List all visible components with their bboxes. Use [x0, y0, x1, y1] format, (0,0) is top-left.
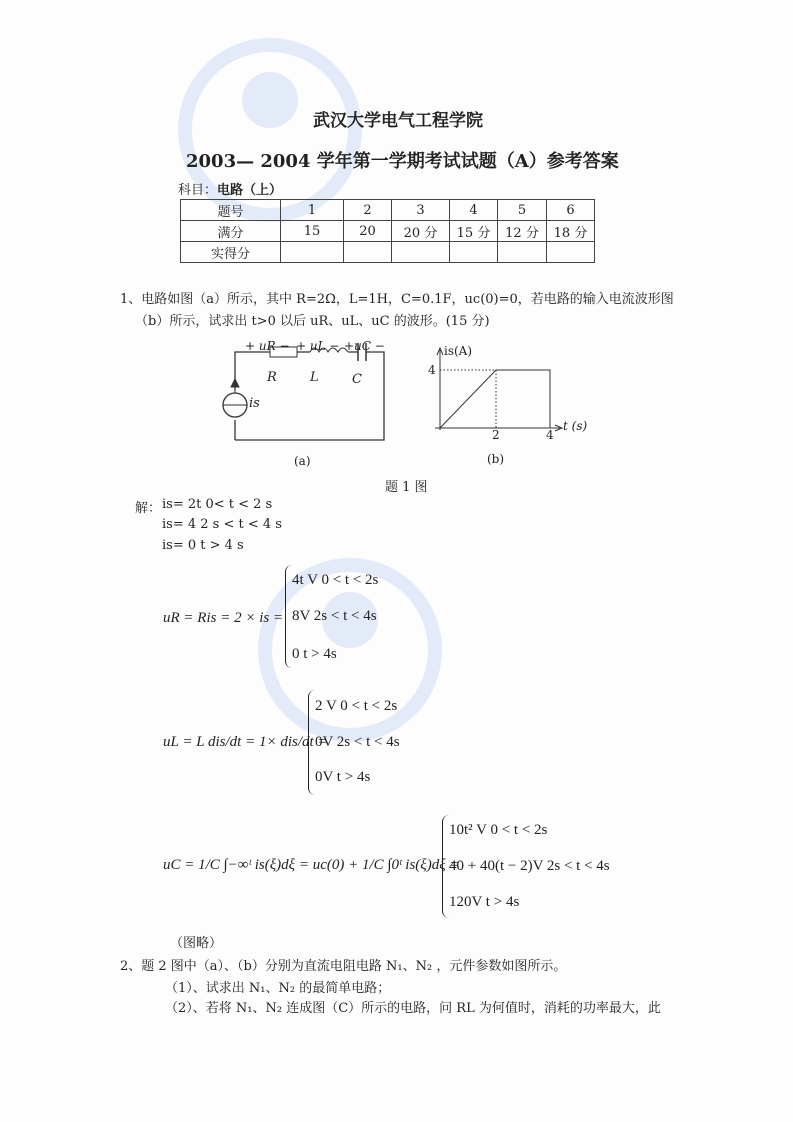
ul-case: 0V t > 4s — [315, 769, 371, 785]
score-table — [180, 199, 595, 263]
table-row — [181, 221, 595, 242]
table-row — [181, 242, 595, 263]
brace — [442, 815, 449, 918]
table-cell: 20 — [344, 221, 392, 242]
is-case-2: is= 4 2 s < t < 4 s — [162, 517, 282, 532]
is-case-3: is= 0 t > 4 s — [162, 538, 244, 553]
ur-equation: uR = Ris = 2 × is = — [163, 610, 284, 626]
l-label: L — [310, 370, 319, 385]
c-label: C — [352, 372, 362, 387]
uc-case: 120V t > 4s — [449, 894, 520, 910]
ur-case: 4t V 0 < t < 2s — [292, 572, 379, 588]
brace — [308, 690, 315, 795]
ur-label: + uR − — [245, 339, 290, 353]
brace — [285, 565, 292, 668]
q2-text-1: 2、题 2 图中（a）、（b）分别为直流电阻电路 N₁、N₂ ，元件参数如图所示。 — [120, 959, 567, 974]
table-row — [181, 200, 595, 221]
uc-case: 40 + 40(t − 2)V 2s < t < 4s — [449, 858, 610, 874]
table-cell: 题号 — [181, 200, 281, 221]
subject-label: 科目： — [178, 183, 218, 198]
subject-line — [178, 179, 282, 198]
exam-title: 2003— 2004 学年第一学期考试试题（A）参考答案 — [186, 151, 619, 172]
table-cell — [392, 242, 450, 263]
table-cell: 1 — [281, 200, 344, 221]
figure-omitted: （图略） — [170, 936, 223, 951]
solution-prefix: 解： — [135, 501, 162, 516]
table-cell: 4 — [450, 200, 498, 221]
q1-text-2: （b）所示，试求出 t>0 以后 uR、uL、uC 的波形。(15 分) — [135, 314, 490, 329]
fig-b-caption: (b) — [487, 452, 505, 466]
table-cell: 2 — [344, 200, 392, 221]
ul-case: 0V 2s < t < 4s — [315, 734, 400, 750]
table-cell — [344, 242, 392, 263]
y-tick-4: 4 — [428, 363, 436, 377]
is-case-1: is= 2t 0< t < 2 s — [162, 497, 273, 512]
table-cell: 实得分 — [181, 242, 281, 263]
x-tick-4: 4 — [546, 428, 554, 442]
table-cell: 12 分 — [498, 221, 547, 242]
table-cell: 15 分 — [450, 221, 498, 242]
x-axis-label: t (s) — [563, 419, 588, 433]
ul-equation: uL = L dis/dt = 1× dis/dt = — [163, 734, 328, 750]
table-cell: 20 分 — [392, 221, 450, 242]
subject: 电路（上） — [217, 183, 283, 198]
table-cell: 6 — [547, 200, 595, 221]
uc-label: +uC − — [344, 339, 385, 353]
table-cell: 3 — [392, 200, 450, 221]
q2-text-2: （1）、试求出 N₁、N₂ 的最简单电路； — [165, 981, 391, 996]
table-cell — [450, 242, 498, 263]
table-cell — [498, 242, 547, 263]
ul-case: 2 V 0 < t < 2s — [315, 698, 398, 714]
current-waveform-chart — [425, 345, 575, 440]
table-cell: 15 — [281, 221, 344, 242]
fig-caption: 题 1 图 — [385, 480, 428, 495]
is-label: is — [249, 396, 260, 411]
x-tick-2: 2 — [492, 428, 500, 442]
q2-text-3: （2）、若将 N₁、N₂ 连成图（C）所示的电路，问 RL 为何值时，消耗的功率最大，此 — [165, 1001, 661, 1016]
y-axis-label: is(A) — [444, 344, 473, 358]
table-cell — [281, 242, 344, 263]
q1-text-1: 1、电路如图（a）所示，其中 R=2Ω，L=1H，C=0.1F，uc(0)=0，若电路的输入电流波形图 — [120, 292, 674, 307]
table-cell: 满分 — [181, 221, 281, 242]
fig-a-caption: (a) — [294, 454, 311, 468]
school-name: 武汉大学电气工程学院 — [313, 111, 483, 131]
uc-equation: uC = 1/C ∫−∞ᵗ is(ξ)dξ = uc(0) + 1/C ∫0ᵗ is(ξ)dξ = — [163, 857, 460, 873]
table-cell — [547, 242, 595, 263]
ul-label: + uL − — [296, 339, 340, 353]
ur-case: 8V 2s < t < 4s — [292, 608, 377, 624]
table-cell: 5 — [498, 200, 547, 221]
r-label: R — [267, 370, 277, 385]
ur-case: 0 t > 4s — [292, 646, 337, 662]
uc-case: 10t² V 0 < t < 2s — [449, 822, 548, 838]
table-cell: 18 分 — [547, 221, 595, 242]
